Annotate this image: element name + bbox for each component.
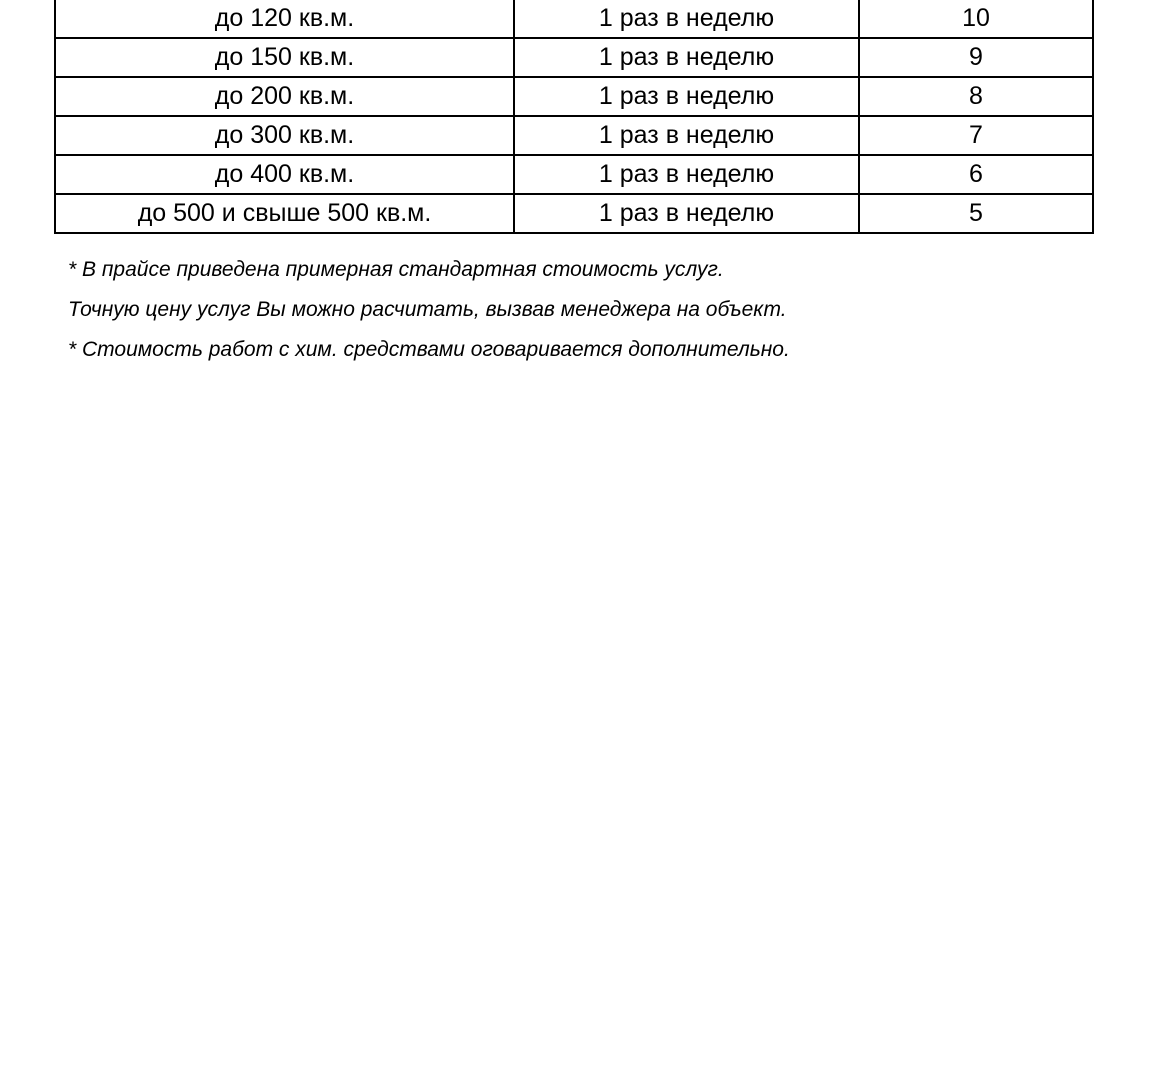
frequency-cell: 1 раз в неделю [514, 194, 859, 233]
price-table [54, 0, 1094, 234]
price-cell: 5 [859, 194, 1093, 233]
frequency-cell: 1 раз в неделю [514, 155, 859, 194]
price-cell: 9 [859, 38, 1093, 77]
area-cell: до 400 кв.м. [55, 155, 514, 194]
table-row [55, 194, 1093, 233]
frequency-cell: 1 раз в неделю [514, 0, 859, 38]
table-row [55, 0, 1093, 38]
price-cell: 8 [859, 77, 1093, 116]
price-cell: 7 [859, 116, 1093, 155]
frequency-cell: 1 раз в неделю [514, 116, 859, 155]
frequency-cell: 1 раз в неделю [514, 38, 859, 77]
table-row [55, 155, 1093, 194]
footnote-chemicals-cost: * Стоимость работ с хим. средствами оговаривается дополнительно. [68, 338, 790, 361]
footnote-approximate-price: * В прайсе приведена примерная стандартная стоимость услуг. [68, 258, 724, 281]
price-cell: 10 [859, 0, 1093, 38]
footnotes [68, 250, 1108, 370]
area-cell: до 200 кв.м. [55, 77, 514, 116]
table-row [55, 116, 1093, 155]
table-row [55, 77, 1093, 116]
frequency-cell: 1 раз в неделю [514, 77, 859, 116]
footnote-manager-visit: Точную цену услуг Вы можно расчитать, вызвав менеджера на объект. [68, 298, 787, 321]
area-cell: до 300 кв.м. [55, 116, 514, 155]
area-cell: до 120 кв.м. [55, 0, 514, 38]
area-cell: до 150 кв.м. [55, 38, 514, 77]
price-cell: 6 [859, 155, 1093, 194]
table-row [55, 38, 1093, 77]
area-cell: до 500 и свыше 500 кв.м. [55, 194, 514, 233]
